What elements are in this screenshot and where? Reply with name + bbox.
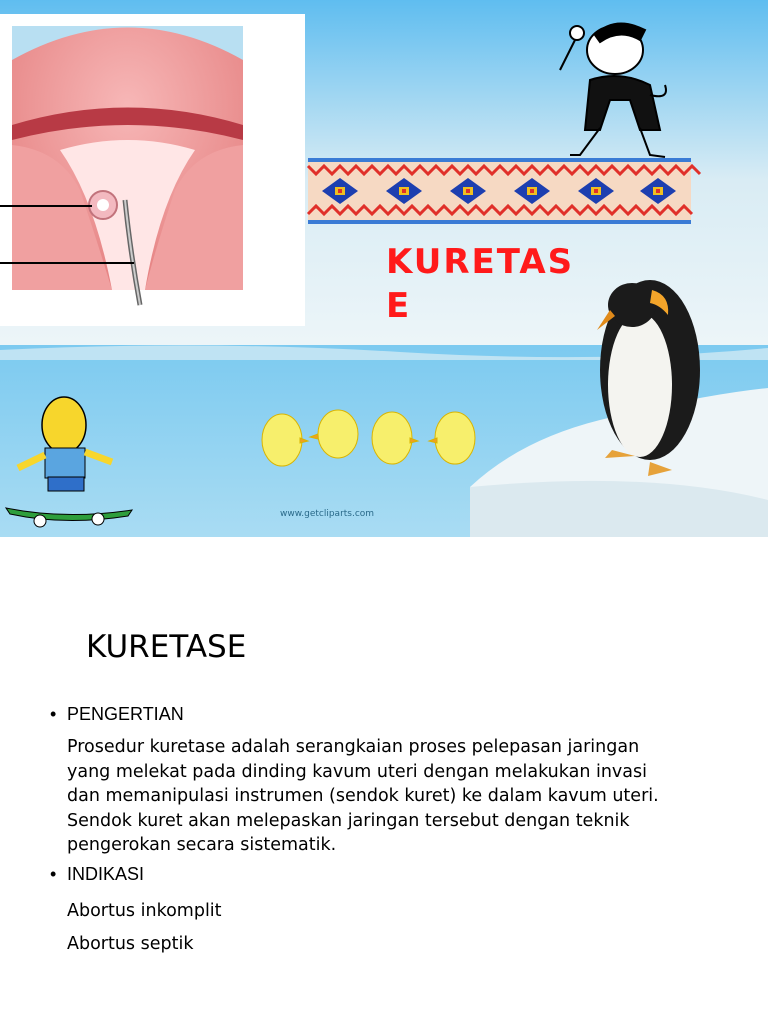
indikasi-list [67, 895, 707, 961]
bullet-dot: • [50, 704, 57, 724]
indikasi-item: Abortus inkomplit [67, 901, 222, 921]
paragraph-line: pengerokan secara sistematik. [67, 835, 337, 855]
watermark-text: www.getcliparts.com [280, 509, 375, 519]
paragraph-line: Prosedur kuretase adalah serangkaian proses pelepasan jaringan [67, 737, 640, 757]
uterus-illustration [0, 26, 243, 305]
bullet-indikasi [50, 864, 144, 885]
paragraph-line: dan memanipulasi instrumen (sendok kuret) ke dalam kavum uteri. [67, 786, 659, 806]
bullet-dot: • [50, 864, 57, 884]
bullet-heading: INDIKASI [67, 864, 145, 884]
bullet-heading: PENGERTIAN [67, 704, 184, 724]
paragraph-line: Sendok kuret akan melepaskan jaringan tersebut dengan teknik [67, 810, 630, 831]
pengertian-paragraph [67, 735, 707, 858]
slide-title: KURETASE [386, 242, 575, 326]
decorative-band [308, 158, 700, 224]
content-title: KURETASE [86, 629, 247, 665]
paragraph-line: yang melekat pada dinding kavum uteri dengan melakukan invasi [67, 761, 647, 782]
content-slide [0, 537, 768, 1024]
bullet-pengertian [50, 704, 184, 725]
indikasi-item: Abortus septik [67, 934, 194, 954]
